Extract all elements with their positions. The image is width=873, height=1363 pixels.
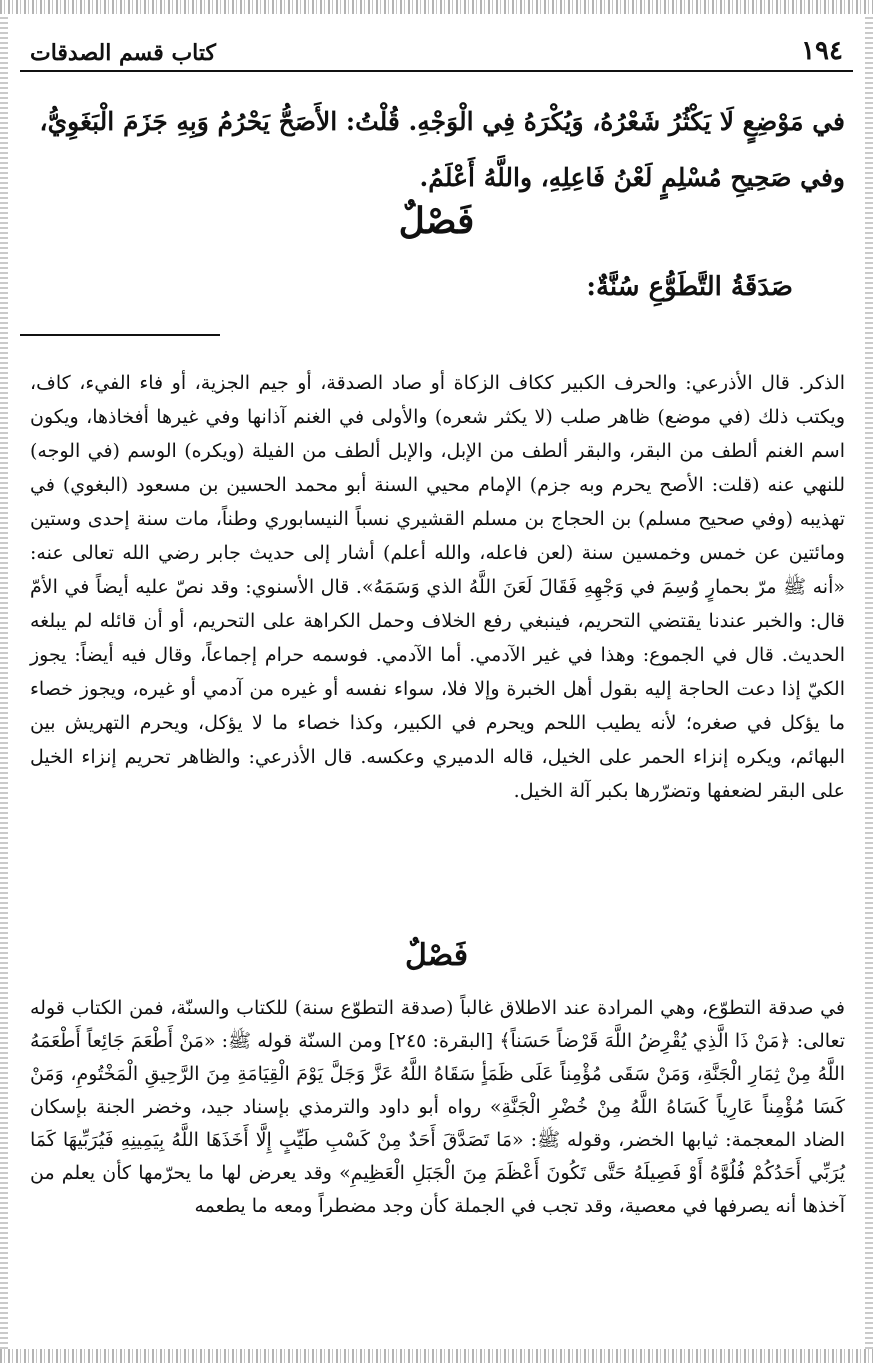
section-heading-2: فَصْلٌ (404, 938, 469, 973)
matn-line: وفي صَحِيحِ مُسْلِمٍ لَعْنُ فَاعِلِهِ، واللَّهُ أَعْلَمُ. (419, 163, 845, 192)
commentary-paragraph-2: في صدقة التطوّع، وهي المرادة عند الاطلاق غالباً (صدقة التطوّع سنة) للكتاب والسنّة، فمن الكتاب قوله تعالى: ﴿مَنْ ذَا الَّذِي يُقْرِضُ اللَّهَ قَرْضاً حَسَناً﴾ [البقرة: ٢٤٥] ومن السنّة قوله ﷺ: «مَنْ أَطْعَمَ جَائِعاً أَطْعَمَهُ اللَّهُ مِنْ ثِمَارِ الْجَنَّةِ، وَمَنْ سَقَى مُؤْمِناً عَلَى ظَمَأٍ سَقَاهُ اللَّهُ عَزَّ وَجَلَّ يَوْمَ الْقِيَامَةِ مِنَ الرَّحِيقِ الْمَخْتُومِ، وَمَنْ كَسَا مُؤْمِناً عَارِياً كَسَاهُ اللَّهُ مِنْ خُضْرِ الْجَنَّةِ» رواه أبو داود والترمذي بإسناد جيد، وخضر الجنة بإسكان الضاد المعجمة: ثيابها الخضر، وقوله ﷺ: «مَا تَصَدَّقَ أَحَدٌ مِنْ كَسْبِ طَيِّبٍ إِلَّا أَخَذَهَا اللَّهُ بِيَمِينِهِ فَيُرَبِّيهَا كَمَا يُرَبِّي أَحَدُكُمْ فُلُوَّهُ أَوْ فَصِيلَهُ حَتَّى تَكُونَ أَعْظَمَ مِنَ الْجَبَلِ الْعَظِيمِ» وقد يعرض لها ما يحرّمها كأن يعلم من آخذها أنه يصرفها في معصية، وقد تجب في الجملة كأن وجد مضطراً ومعه ما يطعمه (30, 997, 846, 1217)
running-title: كتاب قسم الصدقات (30, 40, 217, 66)
commentary-paragraph: الذكر. قال الأذرعي: والحرف الكبير ككاف الزكاة أو صاد الصدقة، أو جيم الجزية، أو فاء الفيء، كاف، ويكتب ذلك (في موضع) ظاهر صلب (لا يكثر شعره) والأولى في الغنم آذانها وفي غيرها أفخاذها، ويكون اسم الغنم ألطف من البقر، والبقر ألطف من الإبل، والإبل ألطف من الفيلة (ويكره) الوسم (في الوجه) للنهي عنه (قلت: الأصح يحرم وبه جزم) الإمام محيي السنة أبو محمد الحسين بن مسعود (البغوي) في تهذيبه (وفي صحيح مسلم) بن الحجاج بن مسلم القشيري نسباً النيسابوري وطناً، مات سنة إحدى وستين ومائتين عن خمس وخمسين سنة (لعن فاعله، والله أعلم) أشار إلى حديث جابر رضي الله تعالى عنه: «أنه ﷺ مرّ بحمارٍ وُسِمَ في وَجْهِهِ فَقَالَ لَعَنَ اللَّهُ الذي وَسَمَهُ». قال الأسنوي: وقد نصّ عليه أيضاً في الأمّ قال: والخبر عندنا يقتضي التحريم، فينبغي رفع الخلاف وحمل الكراهة على التحريم، أو أن قائله لم يبلغه الحديث. قال في الجموع: وهذا في غير الآدمي. أما الآدمي. فوسمه حرام إجماعاً، وقال فيه أيضاً: يجوز الكيّ إذا دعت الحاجة إليه بقول أهل الخبرة وإلا فلا، سواء نفسه أو غيره من آدمي أو غيره، ويجوز خصاء ما يؤكل في صغره؛ لأنه يطيب اللحم ويحرم في الكبير، وكذا خصاء ما لا يؤكل، ويحرم التهريش بين البهائم، ويكره إنزاء الحمر على الخيل، قاله الدميري وعكسه. قال الأذرعي: والظاهر تحريم إنزاء الخيل على البقر لضعفها وتضرّرها بكبر آلة الخيل. (30, 372, 845, 802)
section-subheading: صَدَقَةُ التَّطَوُّعِ سُنَّةٌ: (586, 272, 793, 302)
decorative-border-bottom (0, 1349, 873, 1363)
matn-text (30, 94, 845, 206)
commentary-block-1 (30, 366, 845, 808)
section-heading: فَصْلٌ (398, 200, 475, 242)
decorative-border-right (865, 14, 873, 1349)
matn-line: في مَوْضِعٍ لَا يَكْثُرُ شَعْرُهُ، وَيُكْرَهُ فِي الْوَجْهِ. قُلْتُ: الأَصَحُّ يَحْرُمُ وَبِهِ جَزَمَ الْبَغَوِيُّ، (39, 107, 845, 136)
commentary-block-2 (30, 992, 845, 1223)
decorative-border-top (0, 0, 873, 14)
page-number: ١٩٤ (801, 36, 843, 66)
book-page (20, 14, 853, 1344)
decorative-border-left (0, 14, 8, 1349)
page-header (20, 32, 853, 72)
divider-line (20, 334, 220, 336)
